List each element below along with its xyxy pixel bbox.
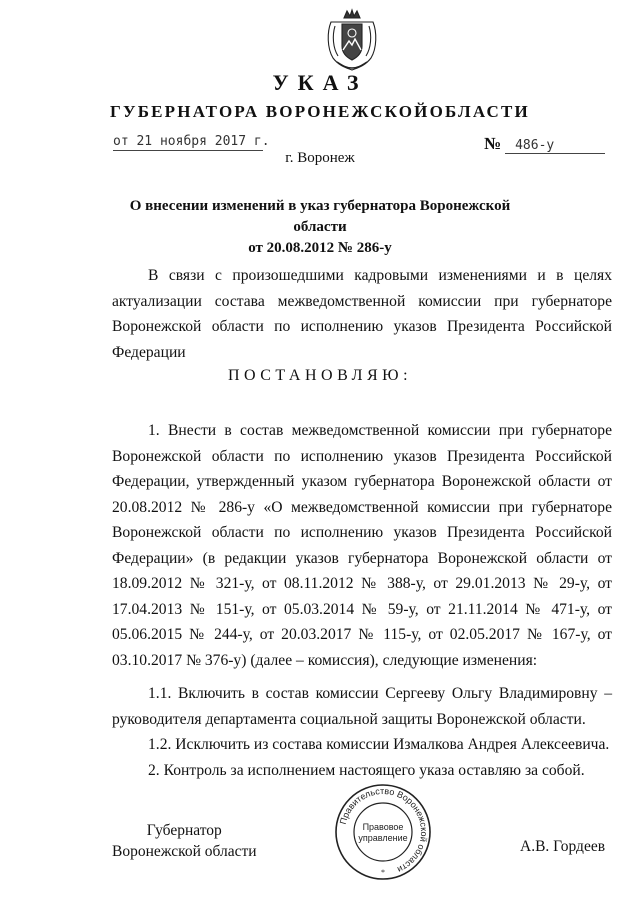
item-1-paragraph: 1. Внести в состав межведомственной комиссии при губернаторе Воронежской области по исполнению указов Президента Российской Федерации, утвержденный указом губернатора Воронежской области от 20.08.2012 № 286-у «О межведомственной комиссии при губернаторе Воронежской области по исполнению указов Президента Российской Федерации» (в редакции указов губернатора Воронежской области от 18.09.2012 № 321-у, от 08.11.2012 № 388-у, от 29.01.2013 № 29-у, от 17.04.2013 № 151-у, от 05.03.2014 № 59-у, от 21.11.2014 № 471-у, от 05.06.2015 № 244-у, от 20.03.2017 № 115-у, от 02.05.2017 № 167-у, от 03.10.2017 № 376-у) (далее – комиссия), следующие изменения: (112, 422, 612, 669)
document-city: г. Воронеж (285, 150, 355, 166)
position-line-2: Воронежской области (112, 843, 257, 860)
document-issuer: ГУБЕРНАТОРА ВОРОНЕЖСКОЙОБЛАСТИ (110, 102, 530, 121)
seal-center-line-1: Правовое (362, 822, 404, 832)
signatory-position (112, 820, 257, 862)
number-value: 486-у (505, 138, 605, 154)
decree-heading: ПОСТАНОВЛЯЮ: (227, 367, 413, 384)
subject-line-2: от 20.08.2012 № 286-у (248, 240, 392, 256)
document-title: УКАЗ (272, 70, 368, 95)
position-line-1: Губернатор (146, 822, 222, 839)
coat-of-arms-emblem (323, 8, 381, 72)
item-1-2-paragraph: 1.2. Исключить из состава комиссии Измалкова Андрея Алексеевича. (148, 736, 610, 753)
subject-line-1: О внесении изменений в указ губернатора Воронежской области (129, 198, 511, 235)
item-1-1-paragraph: 1.1. Включить в состав комиссии Сергееву Ольгу Владимировну – руководителя департамента социальной защиты Воронежской области. (112, 685, 612, 728)
signatory-name: А.В. Гордеев (520, 838, 606, 855)
item-2-paragraph: 2. Контроль за исполнением настоящего указа оставляю за собой. (148, 762, 585, 779)
seal-ring-text: Правительство Воронежской области (337, 785, 430, 875)
official-seal-stamp (333, 782, 433, 882)
seal-center-line-2: управление (358, 833, 408, 843)
document-date: от 21 ноября 2017 г. (113, 134, 270, 149)
document-subject (110, 196, 530, 259)
preamble-paragraph: В связи с произошедшими кадровыми изменениями и в целях актуализации состава межведомственной комиссии при губернаторе Воронежской области по исполнению указов Президента Российской Федерации (112, 267, 612, 361)
seal-star-icon: * (381, 868, 385, 877)
number-label: № (484, 134, 502, 153)
